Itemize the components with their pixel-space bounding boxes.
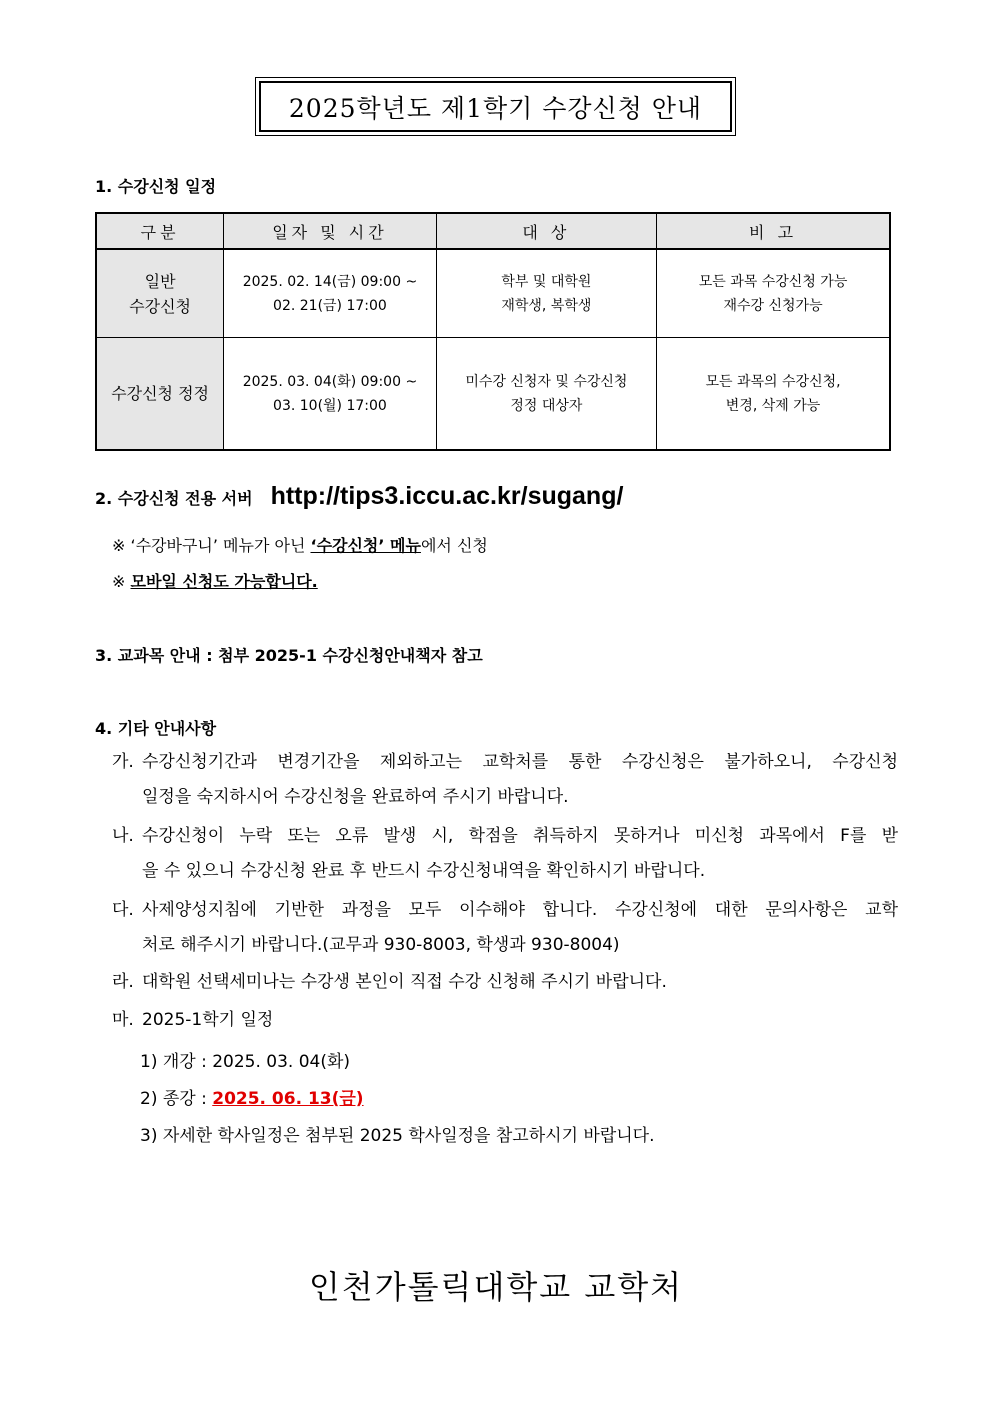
table-row-category	[96, 338, 224, 451]
table-row	[96, 249, 890, 338]
footer-issuer: 인천가톨릭대학교 교학처	[308, 1268, 684, 1306]
section3-heading: 3. 교과목 안내 : 첨부 2025-1 수강신청안내책자 참고	[95, 646, 483, 665]
table-cell-target	[436, 338, 656, 451]
table-header-cell: 대 상	[436, 213, 656, 249]
notice-mark: 가.	[112, 752, 134, 772]
schedule-end-label: 2) 종강 :	[140, 1089, 213, 1109]
table-header-cell: 구분	[96, 213, 224, 249]
notice-text: 수강신청기간과 변경기간을 제외하고는 교학처를 통한 수강신청은 불가하오니, 수강신청	[142, 752, 898, 772]
section1-heading: 1. 수강신청 일정	[95, 177, 217, 196]
notice-item-ma	[112, 1003, 898, 1038]
target-line: 학부 및 대학원	[501, 273, 592, 290]
menu-note-prefix: ※ ‘수강바구니’ 메뉴가 아닌	[112, 536, 311, 555]
schedule-item-end	[140, 1084, 364, 1109]
table-header-row	[96, 213, 890, 249]
table-row-category	[96, 249, 224, 338]
section2-heading-row	[95, 482, 623, 511]
section4-heading: 4. 기타 안내사항	[95, 719, 217, 738]
target-line: 정정 대상자	[510, 397, 583, 414]
date-line: 03. 10(월) 17:00	[273, 397, 387, 414]
sugang-server-link[interactable]: http://tips3.iccu.ac.kr/sugang/	[270, 482, 624, 510]
notice-text: 대학원 선택세미나는 수강생 본인이 직접 수강 신청해 주시기 바랍니다.	[142, 972, 667, 992]
table-row	[96, 338, 890, 451]
notice-mark: 다.	[112, 900, 134, 920]
menu-note-emphasis: ‘수강신청’ 메뉴	[310, 536, 421, 555]
page-title: 2025학년도 제1학기 수강신청 안내	[259, 81, 732, 132]
notice-item-ra	[112, 965, 898, 1000]
notice-item-da	[112, 893, 898, 963]
note-line: 변경, 삭제 가능	[725, 397, 821, 414]
notice-text: 수강신청이 누락 또는 오류 발생 시, 학점을 취득하지 못하거나 미신청 과목에서 F를 받	[142, 826, 898, 846]
table-cell-date	[224, 338, 437, 451]
category-line: 수강신청 정정	[111, 384, 209, 403]
schedule-end-date: 2025. 06. 13(금)	[212, 1089, 364, 1109]
section2-heading: 2. 수강신청 전용 서버	[95, 489, 253, 508]
notice-line	[112, 745, 898, 780]
table-cell-note	[657, 249, 890, 338]
schedule-item-detail: 3) 자세한 학사일정은 첨부된 2025 학사일정을 참고하시기 바랍니다.	[140, 1126, 655, 1146]
notice-mark: 나.	[112, 826, 134, 846]
menu-note	[112, 533, 488, 556]
notice-mark: 라.	[112, 972, 134, 992]
category-line: 일반	[144, 271, 176, 291]
note-line: 모든 과목의 수강신청,	[705, 373, 841, 390]
notice-item-ga	[112, 745, 898, 815]
table-cell-date	[224, 249, 437, 338]
notice-line	[112, 893, 898, 928]
note-line: 재수강 신청가능	[723, 297, 823, 314]
mobile-note	[112, 569, 318, 592]
mobile-note-emphasis: 모바일 신청도 가능합니다.	[130, 572, 318, 591]
mobile-note-mark: ※	[112, 572, 131, 591]
notice-text: 사제양성지침에 기반한 과정을 모두 이수해야 합니다. 수강신청에 대한 문의사항은 교학	[142, 900, 898, 920]
target-line: 미수강 신청자 및 수강신청	[465, 373, 628, 390]
notice-line	[112, 819, 898, 854]
table-cell-target	[436, 249, 656, 338]
table-header-cell: 비 고	[657, 213, 890, 249]
date-line: 02. 21(금) 17:00	[273, 297, 387, 314]
notice-item-na	[112, 819, 898, 889]
table-header-cell: 일자 및 시간	[224, 213, 437, 249]
notice-text: 2025-1학기 일정	[142, 1010, 274, 1030]
notice-text-cont: 일정을 숙지하시어 수강신청을 완료하여 주시기 바랍니다.	[142, 787, 569, 807]
menu-note-suffix: 에서 신청	[420, 536, 488, 555]
date-line: 2025. 03. 04(화) 09:00 ~	[242, 373, 418, 390]
notice-text-cont: 처로 해주시기 바랍니다.(교무과 930-8003, 학생과 930-8004)	[142, 935, 620, 955]
schedule-item-start: 1) 개강 : 2025. 03. 04(화)	[140, 1052, 351, 1072]
category-line: 수강신청	[129, 296, 191, 316]
date-line: 2025. 02. 14(금) 09:00 ~	[242, 273, 418, 290]
notice-mark: 마.	[112, 1010, 134, 1030]
table-cell-note	[657, 338, 890, 451]
note-line: 모든 과목 수강신청 가능	[698, 273, 848, 290]
title-box	[255, 77, 736, 136]
schedule-table	[95, 212, 891, 451]
target-line: 재학생, 복학생	[501, 297, 592, 314]
notice-text-cont: 을 수 있으니 수강신청 완료 후 반드시 수강신청내역을 확인하시기 바랍니다.	[142, 861, 706, 881]
